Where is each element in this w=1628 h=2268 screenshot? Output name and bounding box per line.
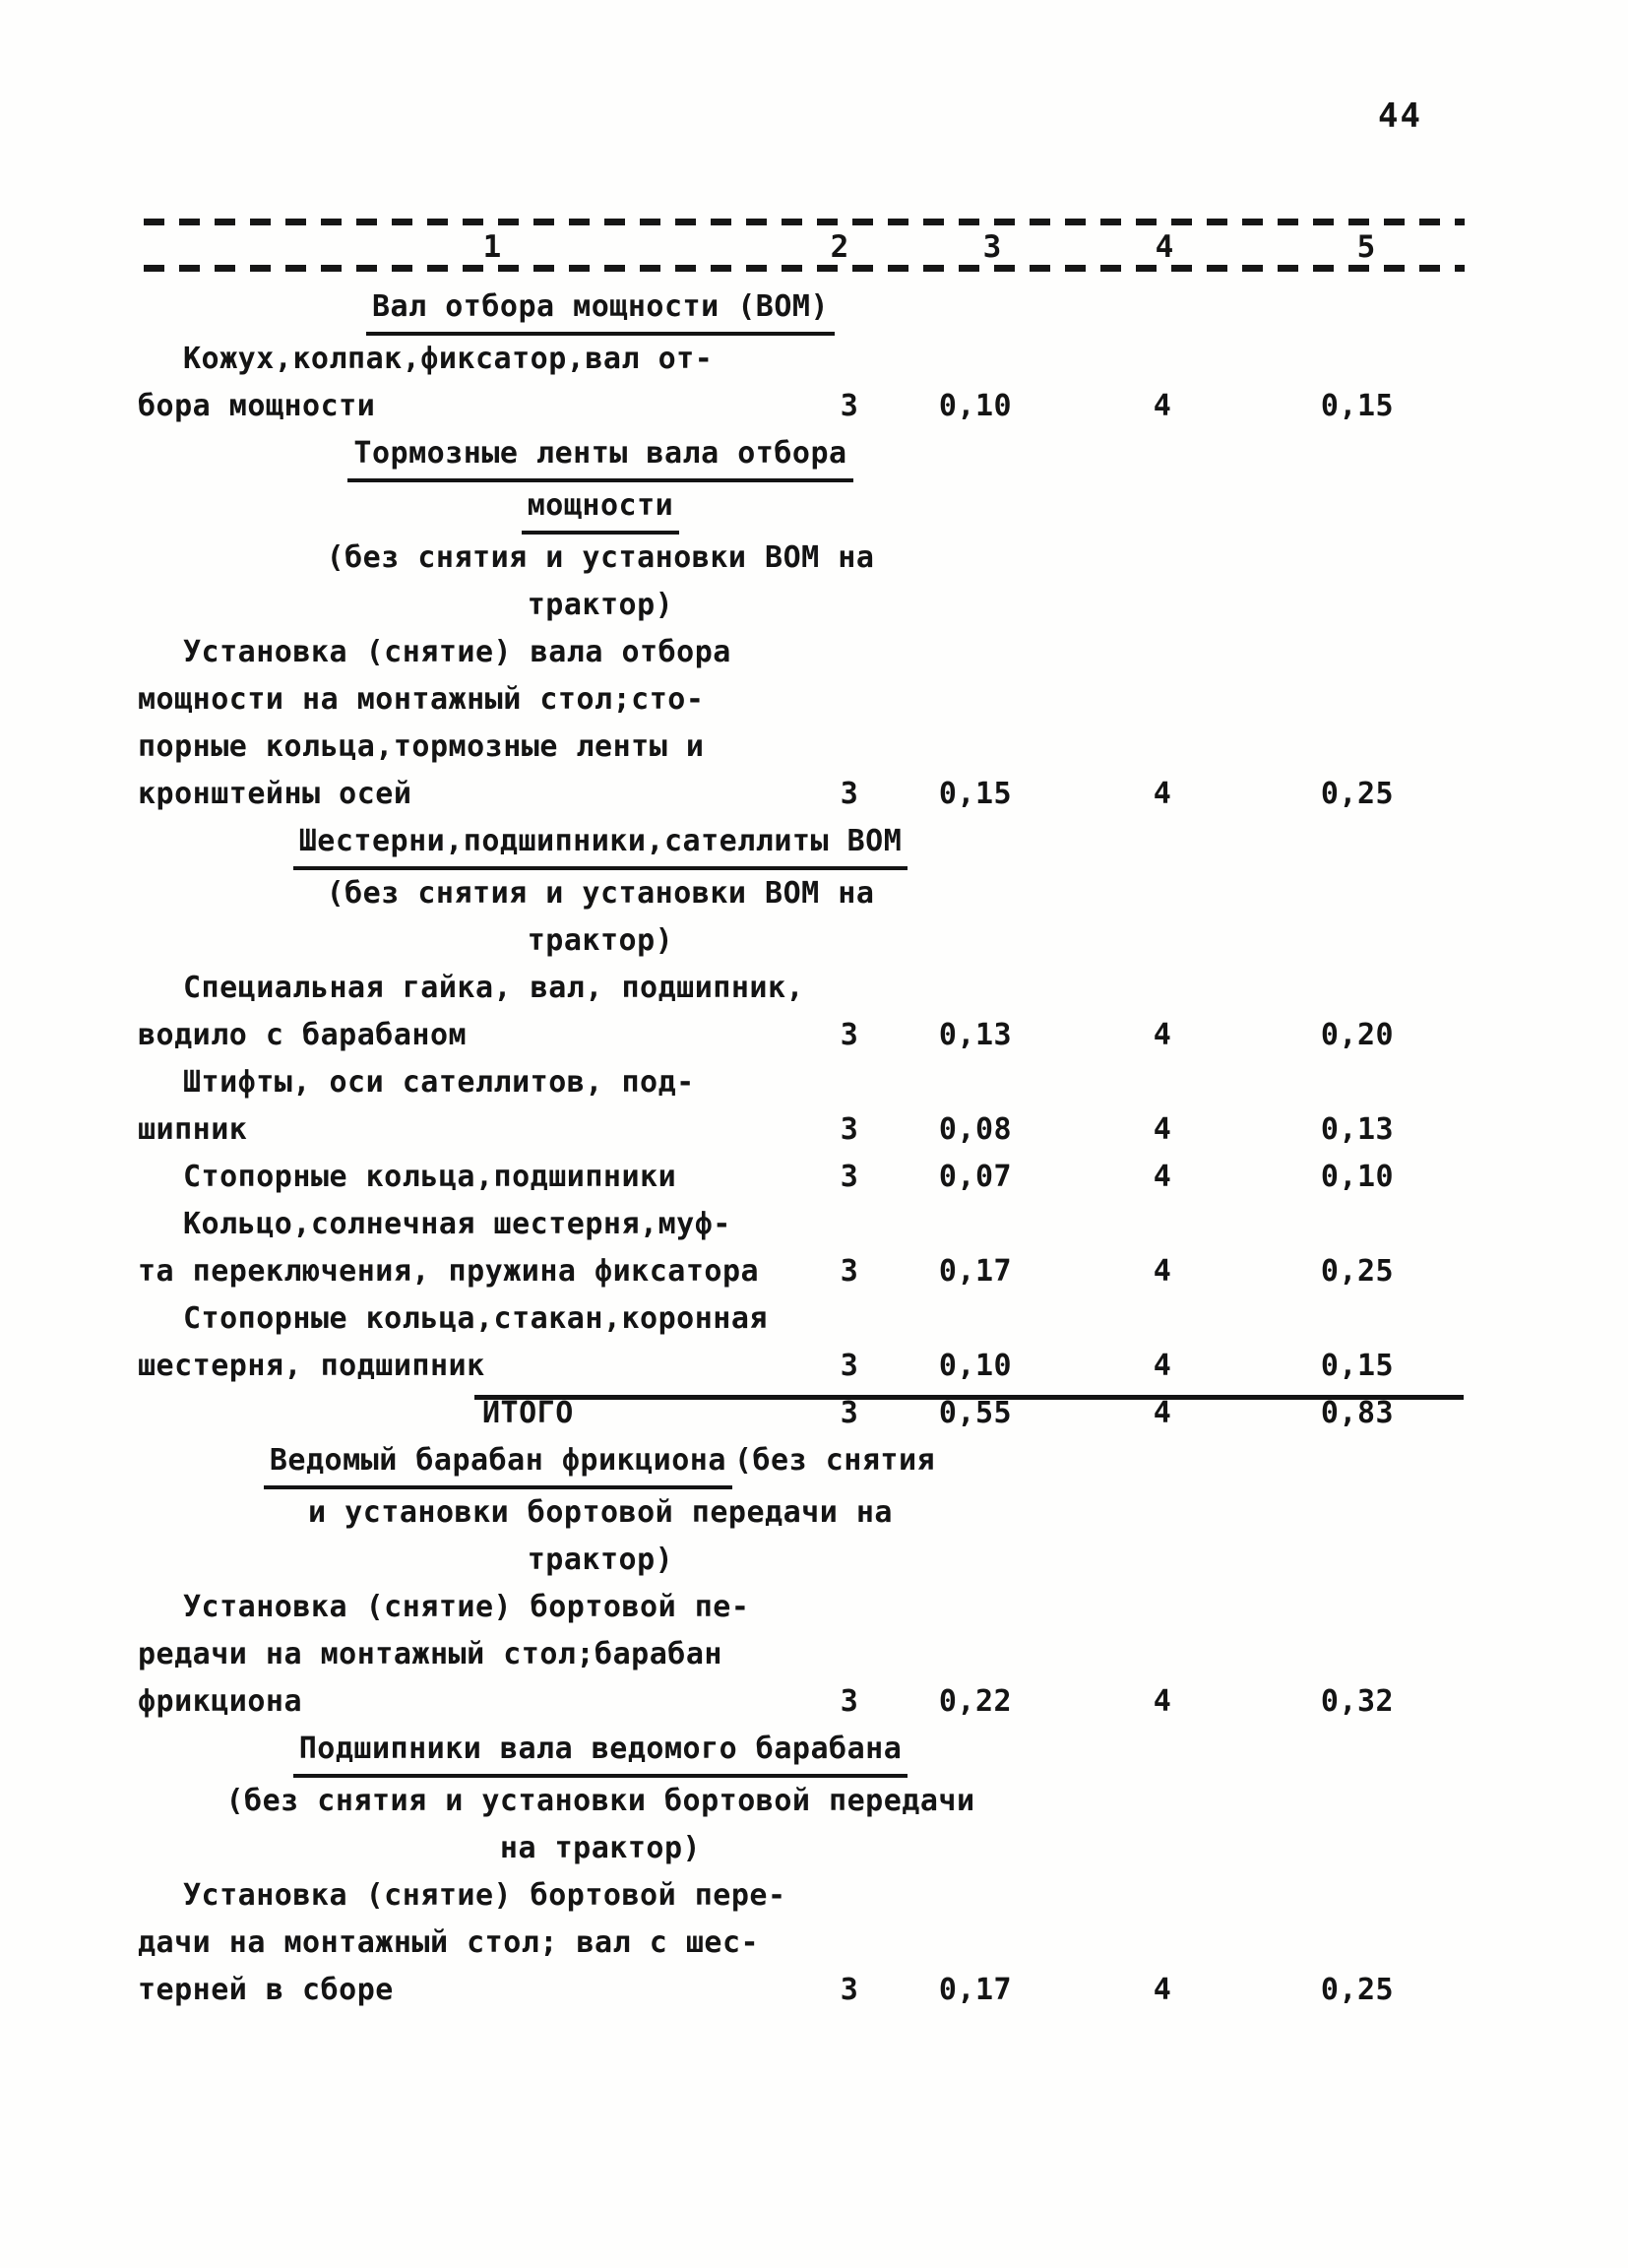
item-description — [138, 1154, 807, 1201]
section-heading-line — [138, 482, 1063, 535]
section-heading-line — [138, 1825, 1063, 1872]
item-description-line: Стопорные кольца,подшипники — [183, 1160, 677, 1194]
item-description — [138, 1059, 807, 1154]
value-cell: 4 — [1153, 777, 1172, 811]
value-cell: 0,17 — [938, 1254, 1013, 1289]
section-heading-line — [138, 430, 1063, 482]
item-description-line: редачи на монтажный стол;барабан — [138, 1637, 722, 1671]
table-row — [138, 1584, 1469, 1726]
value-cell: 0,15 — [938, 777, 1013, 811]
column-header-4: 4 — [1155, 229, 1174, 265]
column-header-2: 2 — [830, 229, 849, 265]
section-heading-line — [138, 582, 1063, 629]
value-cell: 4 — [1153, 1396, 1172, 1430]
item-description-line: Установка (снятие) вала отбора — [183, 635, 731, 669]
section-heading-line — [138, 1437, 1063, 1489]
value-cell: 3 — [840, 389, 859, 423]
value-cell: 4 — [1153, 1018, 1172, 1052]
section-heading-line — [138, 870, 1063, 917]
item-description — [138, 629, 807, 818]
section-heading-line — [138, 284, 1063, 336]
section-heading-underlined-text: Тормозные ленты вала отбора — [347, 430, 852, 482]
item-description-line: порные кольца,тормозные ленты и — [138, 729, 705, 764]
item-description-line: Штифты, оси сателлитов, под- — [183, 1065, 695, 1100]
item-description-line: Кожух,колпак,фиксатор,вал от- — [183, 342, 714, 376]
value-cell: 3 — [840, 1018, 859, 1052]
table-row — [138, 1201, 1469, 1295]
item-description — [138, 1872, 807, 2014]
value-cell: 0,07 — [938, 1160, 1013, 1194]
value-cell: 3 — [840, 1349, 859, 1383]
value-cell: 0,15 — [1320, 1349, 1395, 1383]
item-description-line: бора мощности — [138, 389, 376, 423]
item-description-line: кронштейны осей — [138, 777, 412, 811]
value-cell: 0,13 — [938, 1018, 1013, 1052]
value-cell: 3 — [840, 1973, 859, 2007]
table-row — [138, 1154, 1469, 1201]
value-cell: 0,20 — [1320, 1018, 1395, 1052]
table-row — [138, 1295, 1469, 1390]
item-description-line: Установка (снятие) бортовой пере- — [183, 1878, 786, 1913]
item-description-line: Кольцо,солнечная шестерня,муф- — [183, 1207, 731, 1241]
table-row — [138, 1059, 1469, 1154]
value-cell: 3 — [840, 777, 859, 811]
section-heading-line — [138, 818, 1063, 870]
table-row — [138, 336, 1469, 430]
value-cell: 0,17 — [938, 1973, 1013, 2007]
table-row — [138, 1872, 1469, 2014]
table-header-dashed-rule-bottom — [144, 265, 1465, 272]
item-description-line: дачи на монтажный стол; вал с шес- — [138, 1925, 760, 1960]
value-cell: 0,15 — [1320, 389, 1395, 423]
item-description — [138, 1295, 807, 1390]
item-description — [138, 1584, 807, 1726]
item-description-line: терней в сборе — [138, 1973, 394, 2007]
total-row — [138, 1390, 1469, 1437]
section-heading-line — [138, 535, 1063, 582]
value-cell: 0,25 — [1320, 1254, 1395, 1289]
section-heading-text: (без снятия и установки ВОМ на — [326, 876, 875, 911]
item-description — [138, 336, 807, 430]
item-description-line: фрикциона — [138, 1684, 303, 1719]
section-heading-text: (без снятия и установки бортовой передачи — [225, 1784, 975, 1818]
value-cell: 4 — [1153, 1112, 1172, 1147]
value-cell: 0,25 — [1320, 777, 1395, 811]
value-cell: 0,25 — [1320, 1973, 1395, 2007]
value-cell: 0,22 — [938, 1684, 1013, 1719]
value-cell: 3 — [840, 1160, 859, 1194]
table-row — [138, 629, 1469, 818]
section-heading-text: трактор) — [527, 923, 674, 958]
value-cell: 0,55 — [938, 1396, 1013, 1430]
item-description-line: водило с барабаном — [138, 1018, 468, 1052]
value-cell: 4 — [1153, 1254, 1172, 1289]
value-cell: 0,10 — [938, 1349, 1013, 1383]
column-header-3: 3 — [982, 229, 1002, 265]
section-heading-underlined-text: Ведомый барабан фрикциона — [264, 1437, 732, 1489]
section-heading-text: на трактор) — [499, 1831, 702, 1865]
value-cell: 4 — [1153, 389, 1172, 423]
section-heading-underlined-text: Подшипники вала ведомого барабана — [293, 1726, 908, 1778]
value-cell: 3 — [840, 1112, 859, 1147]
item-description — [138, 1201, 807, 1295]
section-heading-line — [138, 1726, 1063, 1778]
section-heading-text: и установки бортовой передачи на — [308, 1495, 893, 1530]
value-cell: 0,10 — [1320, 1160, 1395, 1194]
value-cell: 3 — [840, 1684, 859, 1719]
item-description-line: мощности на монтажный стол;сто- — [138, 682, 705, 717]
value-cell: 0,83 — [1320, 1396, 1395, 1430]
value-cell: 4 — [1153, 1160, 1172, 1194]
value-cell: 3 — [840, 1254, 859, 1289]
section-heading-underlined-text: Вал отбора мощности (ВОМ) — [366, 284, 835, 336]
value-cell: 0,32 — [1320, 1684, 1395, 1719]
section-heading-text: (без снятия — [733, 1443, 936, 1478]
item-description — [138, 965, 807, 1059]
table-body — [138, 284, 1469, 2014]
item-description-line: шипник — [138, 1112, 248, 1147]
value-cell: 4 — [1153, 1349, 1172, 1383]
section-heading-line — [138, 917, 1063, 965]
value-cell: 0,13 — [1320, 1112, 1395, 1147]
item-description-line: та переключения, пружина фиксатора — [138, 1254, 760, 1289]
section-heading-text: трактор) — [527, 588, 674, 622]
column-header-1: 1 — [482, 229, 502, 265]
item-description-line: шестерня, подшипник — [138, 1349, 485, 1383]
section-heading-line — [138, 1778, 1063, 1825]
section-heading-text: (без снятия и установки ВОМ на — [326, 540, 875, 575]
value-cell: 3 — [840, 1396, 859, 1430]
item-description-line: Стопорные кольца,стакан,коронная — [183, 1301, 768, 1336]
section-heading-underlined-text: мощности — [522, 482, 680, 535]
value-cell: 4 — [1153, 1684, 1172, 1719]
page-number: 44 — [1378, 96, 1422, 136]
value-cell: 0,08 — [938, 1112, 1013, 1147]
table-row — [138, 965, 1469, 1059]
section-heading-text: трактор) — [527, 1543, 674, 1577]
item-description-line: Установка (снятие) бортовой пе- — [183, 1590, 750, 1624]
value-cell: 0,10 — [938, 389, 1013, 423]
column-header-5: 5 — [1356, 229, 1376, 265]
table-header-dashed-rule-top — [144, 219, 1465, 225]
total-label: ИТОГО — [482, 1396, 574, 1430]
section-heading-line — [138, 1537, 1063, 1584]
section-heading-underlined-text: Шестерни,подшипники,сателлиты ВОМ — [293, 818, 908, 870]
value-cell: 4 — [1153, 1973, 1172, 2007]
section-heading-line — [138, 1489, 1063, 1537]
item-description-line: Специальная гайка, вал, подшипник, — [183, 971, 805, 1005]
